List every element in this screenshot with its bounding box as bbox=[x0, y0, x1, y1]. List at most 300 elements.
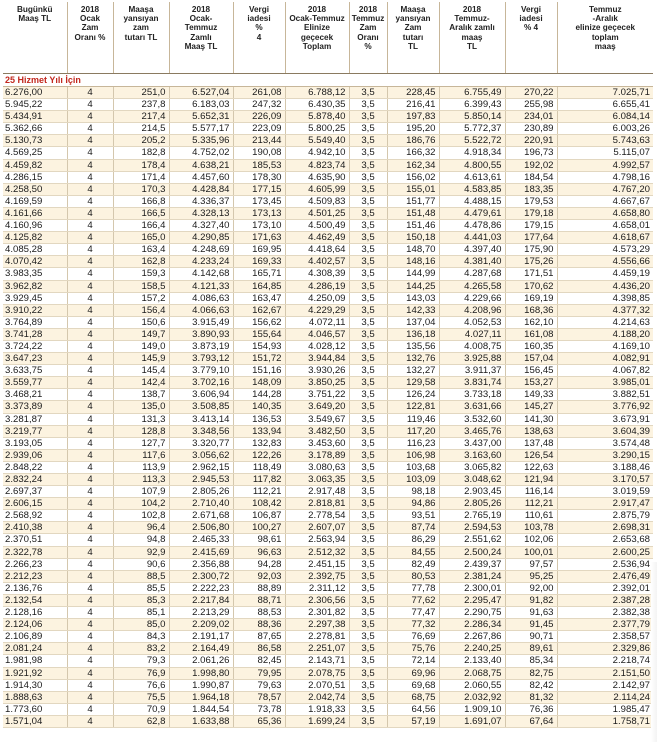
table-cell: 140,35 bbox=[233, 401, 285, 413]
table-row bbox=[3, 486, 653, 498]
table-row bbox=[3, 268, 653, 280]
table-cell: 1.571,04 bbox=[3, 715, 67, 727]
table-cell: 3,5 bbox=[349, 268, 387, 280]
table-cell: 247,32 bbox=[233, 99, 285, 111]
table-cell: 100,27 bbox=[233, 522, 285, 534]
table-cell: 135,56 bbox=[387, 340, 439, 352]
table-cell: 138,7 bbox=[113, 389, 169, 401]
table-cell: 4 bbox=[67, 183, 113, 195]
table-cell: 3.647,23 bbox=[3, 353, 67, 365]
table-cell: 3.453,60 bbox=[285, 437, 349, 449]
table-cell: 4 bbox=[67, 703, 113, 715]
table-cell: 261,08 bbox=[233, 87, 285, 99]
table-cell: 4.823,74 bbox=[285, 159, 349, 171]
table-cell: 3.549,67 bbox=[285, 413, 349, 425]
table-cell: 76,69 bbox=[387, 631, 439, 643]
table-cell: 3,5 bbox=[349, 570, 387, 582]
salary-table bbox=[3, 2, 653, 728]
table-cell: 144,28 bbox=[233, 389, 285, 401]
table-cell: 185,53 bbox=[233, 159, 285, 171]
table-cell: 3,5 bbox=[349, 558, 387, 570]
table-cell: 4 bbox=[67, 304, 113, 316]
table-cell: 4.265,58 bbox=[439, 280, 505, 292]
table-cell: 148,16 bbox=[387, 256, 439, 268]
table-cell: 3,5 bbox=[349, 195, 387, 207]
table-cell: 2.710,40 bbox=[169, 498, 233, 510]
table-cell: 205,2 bbox=[113, 135, 169, 147]
table-cell: 3.574,48 bbox=[557, 437, 653, 449]
table-cell: 2.392,01 bbox=[557, 582, 653, 594]
table-cell: 4.125,82 bbox=[3, 232, 67, 244]
table-cell: 94,86 bbox=[387, 498, 439, 510]
table-cell: 1.914,30 bbox=[3, 679, 67, 691]
table-cell: 2.358,57 bbox=[557, 631, 653, 643]
table-cell: 156,45 bbox=[505, 365, 557, 377]
table-cell: 4.067,82 bbox=[557, 365, 653, 377]
table-cell: 6.527,04 bbox=[169, 87, 233, 99]
table-cell: 179,18 bbox=[505, 207, 557, 219]
table-cell: 62,8 bbox=[113, 715, 169, 727]
table-cell: 4.229,29 bbox=[285, 304, 349, 316]
table-cell: 6.276,00 bbox=[3, 87, 67, 99]
table-cell: 2.377,79 bbox=[557, 619, 653, 631]
table-cell: 116,14 bbox=[505, 486, 557, 498]
table-cell: 2.451,15 bbox=[285, 558, 349, 570]
table-cell: 3,5 bbox=[349, 135, 387, 147]
table-cell: 110,61 bbox=[505, 510, 557, 522]
table-row bbox=[3, 401, 653, 413]
table-cell: 3.604,39 bbox=[557, 425, 653, 437]
table-cell: 142,4 bbox=[113, 377, 169, 389]
table-cell: 88,36 bbox=[233, 619, 285, 631]
table-cell: 3.065,82 bbox=[439, 461, 505, 473]
table-cell: 3.779,10 bbox=[169, 365, 233, 377]
table-cell: 1.909,10 bbox=[439, 703, 505, 715]
table-cell: 169,33 bbox=[233, 256, 285, 268]
col-header-jul-raise-rate: 2018 Temmuz Zam Oranı % bbox=[349, 2, 387, 74]
table-cell: 163,47 bbox=[233, 292, 285, 304]
col-header-jan-jul-net: 2018 Ocak-Temmuz Elinize geçecek Toplam bbox=[285, 2, 349, 74]
table-cell: 119,46 bbox=[387, 413, 439, 425]
table-cell: 4 bbox=[67, 643, 113, 655]
table-cell: 2.568,92 bbox=[3, 510, 67, 522]
table-cell: 4.121,33 bbox=[169, 280, 233, 292]
table-cell: 1.758,71 bbox=[557, 715, 653, 727]
table-cell: 4.208,96 bbox=[439, 304, 505, 316]
table-cell: 4.248,69 bbox=[169, 244, 233, 256]
table-cell: 3.631,66 bbox=[439, 401, 505, 413]
table-cell: 4 bbox=[67, 486, 113, 498]
table-cell: 4.287,68 bbox=[439, 268, 505, 280]
table-cell: 83,2 bbox=[113, 643, 169, 655]
table-cell: 169,95 bbox=[233, 244, 285, 256]
table-cell: 91,45 bbox=[505, 619, 557, 631]
table-cell: 6.788,12 bbox=[285, 87, 349, 99]
table-cell: 2.213,29 bbox=[169, 607, 233, 619]
table-cell: 3,5 bbox=[349, 244, 387, 256]
table-cell: 4 bbox=[67, 413, 113, 425]
table-row bbox=[3, 619, 653, 631]
table-cell: 4 bbox=[67, 461, 113, 473]
table-cell: 3.702,16 bbox=[169, 377, 233, 389]
table-cell: 106,98 bbox=[387, 449, 439, 461]
table-row bbox=[3, 377, 653, 389]
table-cell: 112,21 bbox=[233, 486, 285, 498]
table-cell: 91,82 bbox=[505, 594, 557, 606]
table-cell: 4.214,63 bbox=[557, 316, 653, 328]
table-cell: 2.387,28 bbox=[557, 594, 653, 606]
table-cell: 2.370,51 bbox=[3, 534, 67, 546]
table-cell: 3.890,93 bbox=[169, 328, 233, 340]
table-cell: 2.032,92 bbox=[439, 691, 505, 703]
table-cell: 64,56 bbox=[387, 703, 439, 715]
table-cell: 1.633,88 bbox=[169, 715, 233, 727]
table-cell: 121,94 bbox=[505, 474, 557, 486]
table-cell: 2.114,24 bbox=[557, 691, 653, 703]
table-cell: 4 bbox=[67, 498, 113, 510]
table-cell: 69,96 bbox=[387, 667, 439, 679]
table-cell: 3.751,22 bbox=[285, 389, 349, 401]
table-cell: 106,87 bbox=[233, 510, 285, 522]
table-cell: 98,61 bbox=[233, 534, 285, 546]
table-cell: 86,29 bbox=[387, 534, 439, 546]
table-row bbox=[3, 304, 653, 316]
table-cell: 128,8 bbox=[113, 425, 169, 437]
table-cell: 102,8 bbox=[113, 510, 169, 522]
table-cell: 4.501,25 bbox=[285, 207, 349, 219]
table-cell: 3.873,19 bbox=[169, 340, 233, 352]
table-row bbox=[3, 643, 653, 655]
table-cell: 155,01 bbox=[387, 183, 439, 195]
table-row bbox=[3, 667, 653, 679]
table-cell: 4 bbox=[67, 280, 113, 292]
table-cell: 132,76 bbox=[387, 353, 439, 365]
table-cell: 141,30 bbox=[505, 413, 557, 425]
table-cell: 107,9 bbox=[113, 486, 169, 498]
table-cell: 117,6 bbox=[113, 449, 169, 461]
table-cell: 2.607,07 bbox=[285, 522, 349, 534]
table-cell: 85,0 bbox=[113, 619, 169, 631]
table-row bbox=[3, 207, 653, 219]
col-header-jul-tax-refund: Vergi iadesi % 4 bbox=[505, 2, 557, 74]
table-cell: 4.573,29 bbox=[557, 244, 653, 256]
table-cell: 228,45 bbox=[387, 87, 439, 99]
table-cell: 135,0 bbox=[113, 401, 169, 413]
table-cell: 4.752,02 bbox=[169, 147, 233, 159]
table-cell: 2.191,17 bbox=[169, 631, 233, 643]
table-cell: 2.832,24 bbox=[3, 474, 67, 486]
table-cell: 4 bbox=[67, 328, 113, 340]
table-cell: 148,09 bbox=[233, 377, 285, 389]
table-cell: 2.078,75 bbox=[285, 667, 349, 679]
table-cell: 177,15 bbox=[233, 183, 285, 195]
table-cell: 183,35 bbox=[505, 183, 557, 195]
table-cell: 4 bbox=[67, 474, 113, 486]
table-cell: 162,67 bbox=[233, 304, 285, 316]
table-cell: 173,13 bbox=[233, 207, 285, 219]
table-cell: 93,51 bbox=[387, 510, 439, 522]
table-row bbox=[3, 655, 653, 667]
table-cell: 4.556,66 bbox=[557, 256, 653, 268]
table-cell: 230,89 bbox=[505, 123, 557, 135]
table-cell: 214,5 bbox=[113, 123, 169, 135]
table-cell: 3,5 bbox=[349, 522, 387, 534]
table-cell: 3.178,89 bbox=[285, 449, 349, 461]
table-cell: 3,5 bbox=[349, 377, 387, 389]
table-cell: 3.063,35 bbox=[285, 474, 349, 486]
table-cell: 80,53 bbox=[387, 570, 439, 582]
table-cell: 78,57 bbox=[233, 691, 285, 703]
table-cell: 2.506,80 bbox=[169, 522, 233, 534]
table-cell: 4.479,61 bbox=[439, 207, 505, 219]
table-cell: 2.476,49 bbox=[557, 570, 653, 582]
table-cell: 3.437,00 bbox=[439, 437, 505, 449]
table-cell: 2.500,24 bbox=[439, 546, 505, 558]
table-cell: 1.998,80 bbox=[169, 667, 233, 679]
table-cell: 3,5 bbox=[349, 715, 387, 727]
table-row bbox=[3, 147, 653, 159]
table-cell: 132,83 bbox=[233, 437, 285, 449]
table-cell: 3,5 bbox=[349, 123, 387, 135]
table-row bbox=[3, 256, 653, 268]
table-cell: 196,73 bbox=[505, 147, 557, 159]
table-cell: 2.848,22 bbox=[3, 461, 67, 473]
table-cell: 4.082,91 bbox=[557, 353, 653, 365]
table-row bbox=[3, 316, 653, 328]
table-cell: 179,15 bbox=[505, 220, 557, 232]
table-cell: 1.985,47 bbox=[557, 703, 653, 715]
table-cell: 151,16 bbox=[233, 365, 285, 377]
table-row bbox=[3, 87, 653, 99]
table-cell: 216,41 bbox=[387, 99, 439, 111]
table-cell: 4.233,24 bbox=[169, 256, 233, 268]
table-row bbox=[3, 171, 653, 183]
table-cell: 3,5 bbox=[349, 365, 387, 377]
table-cell: 4.798,16 bbox=[557, 171, 653, 183]
table-cell: 2.124,06 bbox=[3, 619, 67, 631]
table-cell: 2.132,54 bbox=[3, 594, 67, 606]
table-cell: 117,82 bbox=[233, 474, 285, 486]
table-row bbox=[3, 449, 653, 461]
table-cell: 3,5 bbox=[349, 703, 387, 715]
table-cell: 4 bbox=[67, 232, 113, 244]
table-cell: 4 bbox=[67, 316, 113, 328]
table-cell: 4 bbox=[67, 667, 113, 679]
table-cell: 175,90 bbox=[505, 244, 557, 256]
table-cell: 6.003,26 bbox=[557, 123, 653, 135]
table-cell: 4.027,11 bbox=[439, 328, 505, 340]
table-cell: 3,5 bbox=[349, 619, 387, 631]
table-cell: 4 bbox=[67, 365, 113, 377]
table-cell: 4.402,57 bbox=[285, 256, 349, 268]
table-cell: 4.767,20 bbox=[557, 183, 653, 195]
table-cell: 4 bbox=[67, 631, 113, 643]
table-cell: 2.278,81 bbox=[285, 631, 349, 643]
table-cell: 178,4 bbox=[113, 159, 169, 171]
table-cell: 217,4 bbox=[113, 111, 169, 123]
table-cell: 2.251,07 bbox=[285, 643, 349, 655]
table-cell: 197,83 bbox=[387, 111, 439, 123]
table-row bbox=[3, 340, 653, 352]
table-cell: 3,5 bbox=[349, 607, 387, 619]
table-cell: 4 bbox=[67, 340, 113, 352]
table-row bbox=[3, 389, 653, 401]
table-cell: 3,5 bbox=[349, 183, 387, 195]
table-row bbox=[3, 292, 653, 304]
table-cell: 94,8 bbox=[113, 534, 169, 546]
table-cell: 5.362,66 bbox=[3, 123, 67, 135]
table-cell: 234,01 bbox=[505, 111, 557, 123]
table-cell: 4.286,19 bbox=[285, 280, 349, 292]
table-row bbox=[3, 425, 653, 437]
table-cell: 4 bbox=[67, 558, 113, 570]
table-cell: 6.755,49 bbox=[439, 87, 505, 99]
table-cell: 113,3 bbox=[113, 474, 169, 486]
table-cell: 112,21 bbox=[505, 498, 557, 510]
table-cell: 94,28 bbox=[233, 558, 285, 570]
table-cell: 1.981,98 bbox=[3, 655, 67, 667]
table-cell: 86,58 bbox=[233, 643, 285, 655]
table-row bbox=[3, 631, 653, 643]
table-row bbox=[3, 195, 653, 207]
table-cell: 3.508,85 bbox=[169, 401, 233, 413]
table-cell: 3.468,21 bbox=[3, 389, 67, 401]
table-cell: 3.193,05 bbox=[3, 437, 67, 449]
page-edge-shadow bbox=[651, 562, 657, 742]
table-cell: 4.250,09 bbox=[285, 292, 349, 304]
header-row bbox=[3, 2, 653, 74]
table-cell: 162,8 bbox=[113, 256, 169, 268]
table-cell: 270,22 bbox=[505, 87, 557, 99]
table-cell: 137,48 bbox=[505, 437, 557, 449]
table-cell: 186,76 bbox=[387, 135, 439, 147]
table-cell: 2.382,38 bbox=[557, 607, 653, 619]
table-cell: 3,5 bbox=[349, 667, 387, 679]
table-cell: 5.743,63 bbox=[557, 135, 653, 147]
table-cell: 4 bbox=[67, 135, 113, 147]
table-cell: 4.398,85 bbox=[557, 292, 653, 304]
table-cell: 2.142,97 bbox=[557, 679, 653, 691]
table-cell: 69,68 bbox=[387, 679, 439, 691]
table-cell: 4.638,21 bbox=[169, 159, 233, 171]
table-cell: 157,2 bbox=[113, 292, 169, 304]
table-cell: 2.217,84 bbox=[169, 594, 233, 606]
table-cell: 2.240,25 bbox=[439, 643, 505, 655]
table-cell: 3,5 bbox=[349, 316, 387, 328]
table-cell: 3,5 bbox=[349, 461, 387, 473]
table-cell: 3,5 bbox=[349, 220, 387, 232]
table-cell: 3.776,92 bbox=[557, 401, 653, 413]
table-row bbox=[3, 135, 653, 147]
table-cell: 6.183,03 bbox=[169, 99, 233, 111]
table-cell: 3.163,60 bbox=[439, 449, 505, 461]
table-cell: 6.084,14 bbox=[557, 111, 653, 123]
table-cell: 3,5 bbox=[349, 413, 387, 425]
table-cell: 96,63 bbox=[233, 546, 285, 558]
table-cell: 2.290,75 bbox=[439, 607, 505, 619]
table-cell: 4.667,67 bbox=[557, 195, 653, 207]
table-cell: 3.080,63 bbox=[285, 461, 349, 473]
table-cell: 165,0 bbox=[113, 232, 169, 244]
table-cell: 182,8 bbox=[113, 147, 169, 159]
table-cell: 3,5 bbox=[349, 159, 387, 171]
table-cell: 79,95 bbox=[233, 667, 285, 679]
table-cell: 3,5 bbox=[349, 691, 387, 703]
table-cell: 149,7 bbox=[113, 328, 169, 340]
table-cell: 192,02 bbox=[505, 159, 557, 171]
table-cell: 3.673,91 bbox=[557, 413, 653, 425]
table-cell: 4.478,86 bbox=[439, 220, 505, 232]
table-cell: 4 bbox=[67, 87, 113, 99]
table-cell: 3.559,77 bbox=[3, 377, 67, 389]
table-cell: 82,45 bbox=[233, 655, 285, 667]
table-cell: 2.295,47 bbox=[439, 594, 505, 606]
table-cell: 103,78 bbox=[505, 522, 557, 534]
table-cell: 4.336,37 bbox=[169, 195, 233, 207]
table-cell: 5.434,91 bbox=[3, 111, 67, 123]
section-title: 25 Hizmet Yılı İçin bbox=[3, 74, 653, 87]
table-cell: 4 bbox=[67, 268, 113, 280]
table-cell: 4 bbox=[67, 256, 113, 268]
table-cell: 2.563,94 bbox=[285, 534, 349, 546]
table-cell: 4.397,40 bbox=[439, 244, 505, 256]
table-cell: 88,89 bbox=[233, 582, 285, 594]
table-cell: 3.482,50 bbox=[285, 425, 349, 437]
table-cell: 5.577,17 bbox=[169, 123, 233, 135]
table-cell: 3,5 bbox=[349, 498, 387, 510]
table-cell: 3,5 bbox=[349, 111, 387, 123]
table-cell: 4.918,34 bbox=[439, 147, 505, 159]
table-cell: 4 bbox=[67, 195, 113, 207]
table-cell: 184,54 bbox=[505, 171, 557, 183]
table-cell: 3.413,14 bbox=[169, 413, 233, 425]
table-cell: 3,5 bbox=[349, 292, 387, 304]
table-cell: 162,10 bbox=[505, 316, 557, 328]
table-cell: 155,64 bbox=[233, 328, 285, 340]
table-row bbox=[3, 607, 653, 619]
table-cell: 5.522,72 bbox=[439, 135, 505, 147]
table-cell: 2.286,34 bbox=[439, 619, 505, 631]
table-cell: 129,58 bbox=[387, 377, 439, 389]
table-cell: 3.910,22 bbox=[3, 304, 67, 316]
table-cell: 2.042,74 bbox=[285, 691, 349, 703]
table-row bbox=[3, 546, 653, 558]
table-cell: 92,9 bbox=[113, 546, 169, 558]
table-cell: 118,49 bbox=[233, 461, 285, 473]
table-cell: 4.462,49 bbox=[285, 232, 349, 244]
table-cell: 151,48 bbox=[387, 207, 439, 219]
table-cell: 4.008,75 bbox=[439, 340, 505, 352]
table-row bbox=[3, 461, 653, 473]
table-cell: 73,78 bbox=[233, 703, 285, 715]
table-cell: 1.918,33 bbox=[285, 703, 349, 715]
col-header-jul-dec-net: Temmuz -Aralık elinize geçecek toplam maaş bbox=[557, 2, 653, 74]
col-header-jan-raise-rate: 2018 Ocak Zam Oranı % bbox=[67, 2, 113, 74]
table-cell: 4.613,61 bbox=[439, 171, 505, 183]
table-cell: 2.671,68 bbox=[169, 510, 233, 522]
table-cell: 3,5 bbox=[349, 437, 387, 449]
table-cell: 77,47 bbox=[387, 607, 439, 619]
table-cell: 3.983,35 bbox=[3, 268, 67, 280]
table-cell: 3,5 bbox=[349, 147, 387, 159]
table-cell: 3,5 bbox=[349, 256, 387, 268]
table-cell: 4 bbox=[67, 425, 113, 437]
table-row bbox=[3, 570, 653, 582]
table-cell: 3.962,82 bbox=[3, 280, 67, 292]
table-cell: 89,61 bbox=[505, 643, 557, 655]
table-cell: 3.929,45 bbox=[3, 292, 67, 304]
table-cell: 4.258,50 bbox=[3, 183, 67, 195]
